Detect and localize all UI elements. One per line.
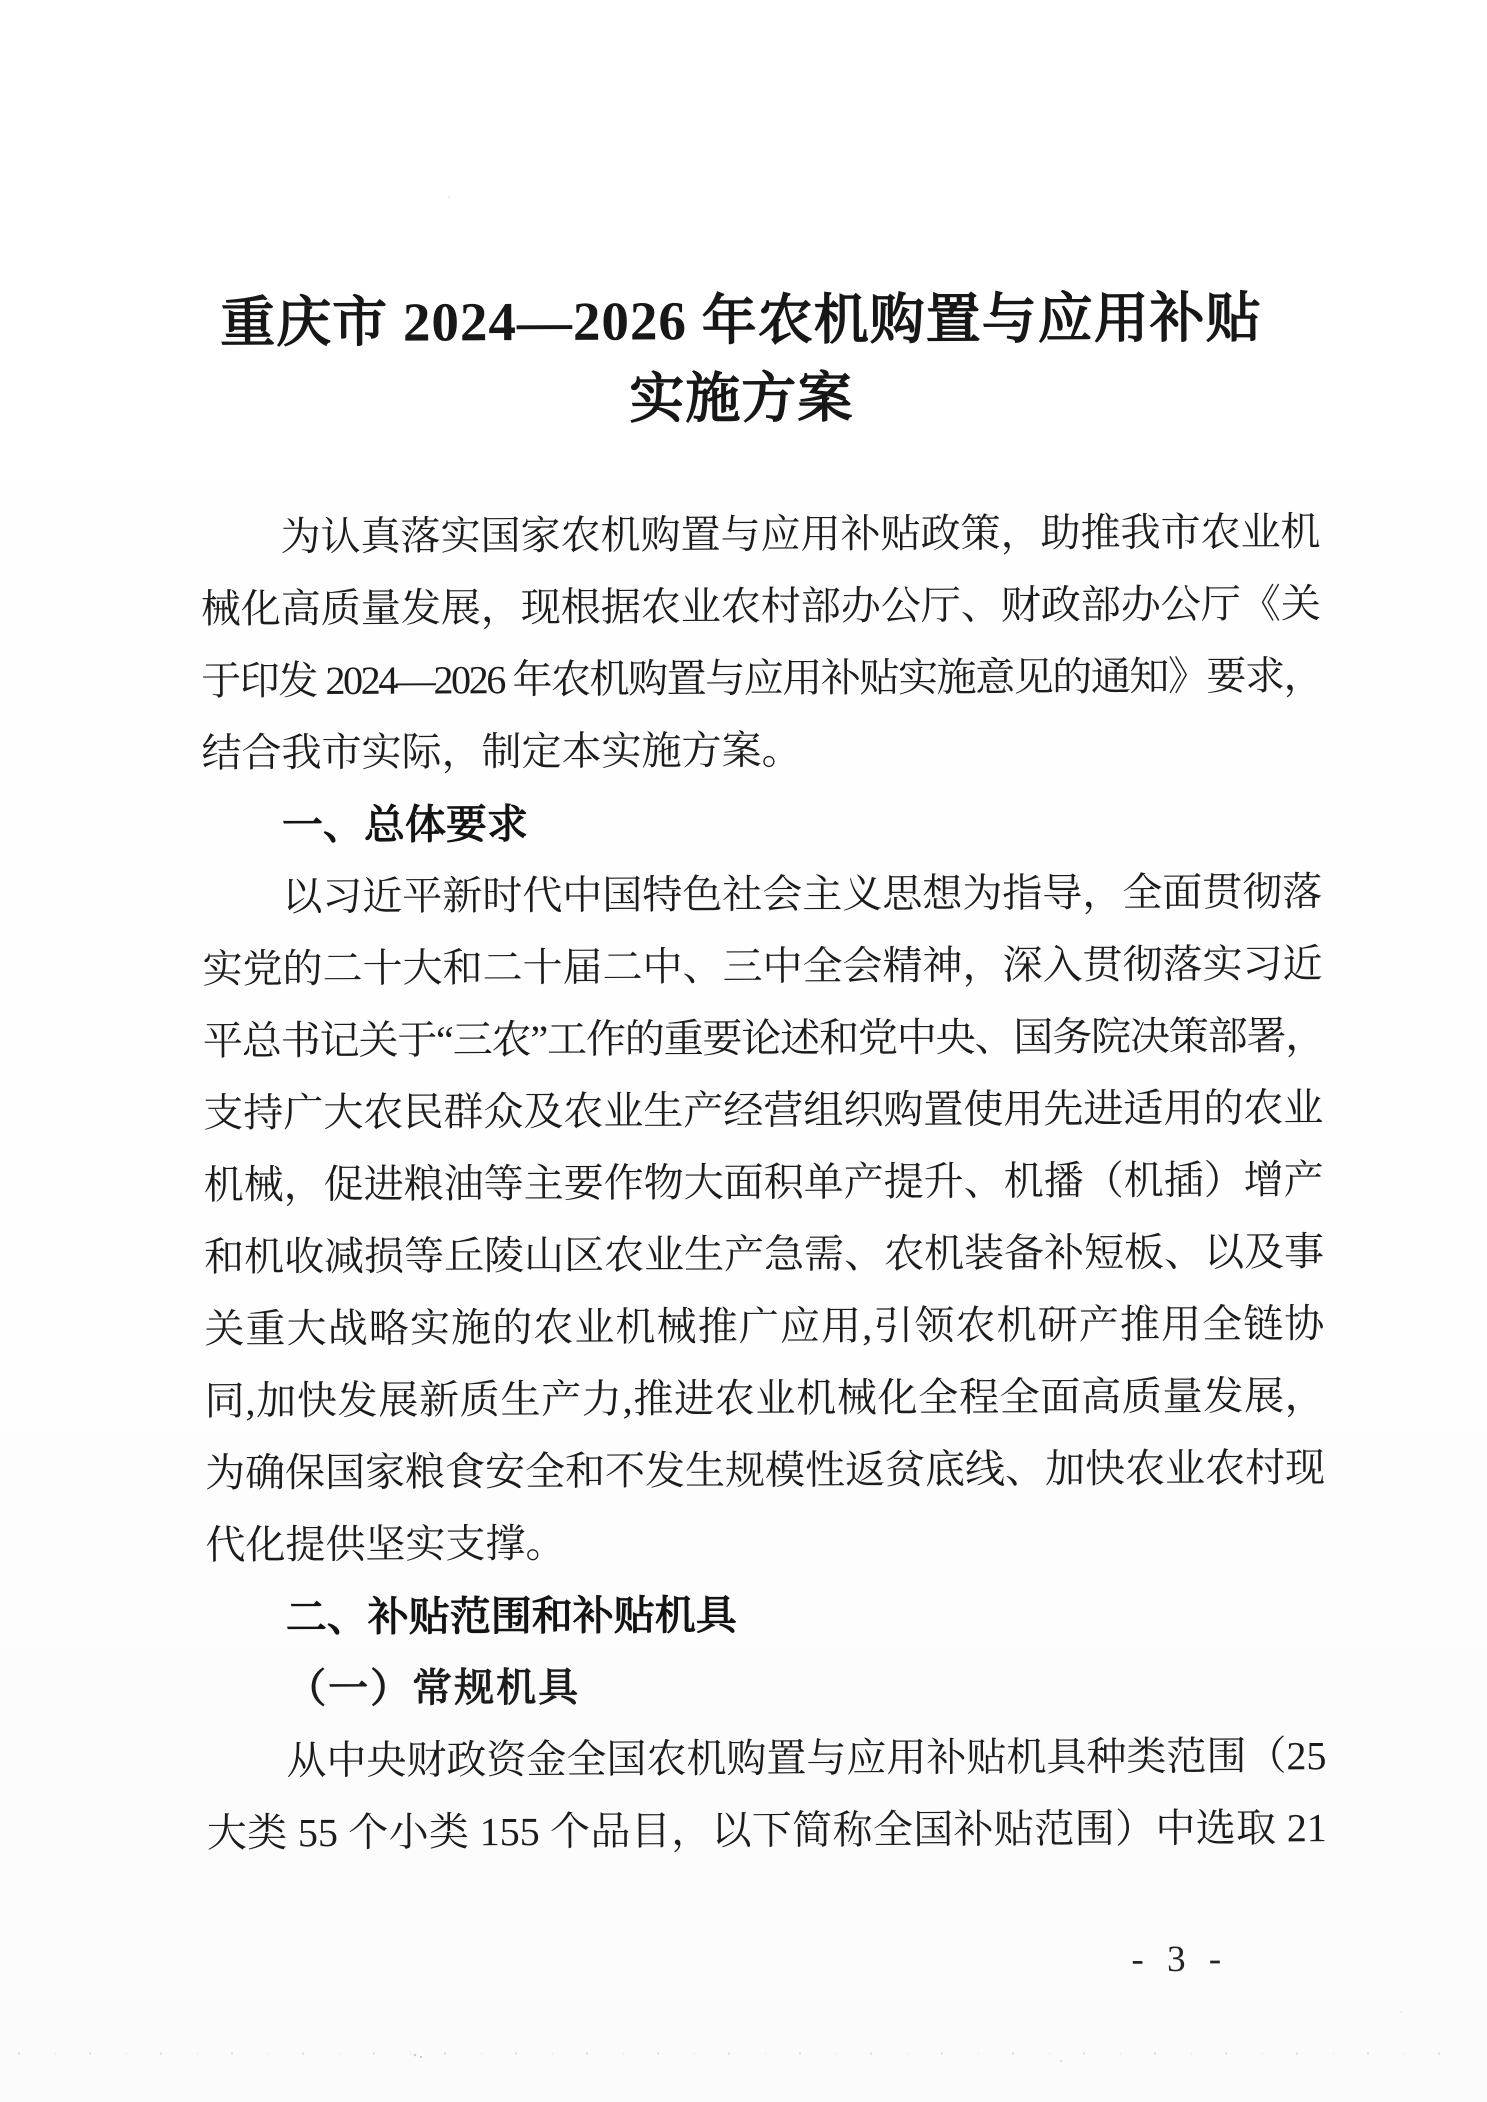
title-line-2: 实施方案 <box>629 367 854 430</box>
paragraph-line: 代化提供坚实支撑。 <box>205 1520 566 1568</box>
title-line-1: 重庆市 2024—2026 年农机购置与应用补贴 <box>220 287 1262 354</box>
paragraph-line: 从中央财政资金全国农机购置与应用补贴机具种类范围（25 <box>286 1733 1327 1784</box>
paragraph-line: 机械，促进粮油等主要作物大面积单产提升、机播（机插）增产 <box>203 1157 1324 1208</box>
section-heading-overall: 一、总体要求 <box>281 801 529 849</box>
document-title <box>0 278 1485 441</box>
section-heading-scope: 二、补贴范围和补贴机具 <box>285 1592 737 1641</box>
paragraph-line: 大类 55 个小类 155 个品目，以下简称全国补贴范围）中选取 21 <box>206 1805 1327 1856</box>
page-number: - 3 - <box>1131 1938 1229 1981</box>
paragraph-line: 于印发 2024—2026 年农机购置与应用补贴实施意见的通知》要求， <box>201 653 1322 704</box>
subsection-heading-regular-machines: （一）常规机具 <box>286 1664 581 1712</box>
paragraph-line: 以习近平新时代中国特色社会主义思想为指导，全面贯彻落 <box>282 869 1323 920</box>
paragraph-line: 支持广大农民群众及农业生产经营组织购置使用先进适用的农业 <box>203 1085 1324 1136</box>
paragraph-line: 为认真落实国家农机购置与应用补贴政策，助推我市农业机 <box>280 509 1321 560</box>
scan-noise-artifact <box>18 2052 1469 2055</box>
paragraph-line: 平总书记关于“三农”工作的重要论述和党中央、国务院决策部署， <box>202 1013 1324 1064</box>
document-body <box>200 496 1327 1869</box>
paragraph-line: 和机收减损等丘陵山区农业生产急需、农机装备补短板、以及事 <box>203 1229 1325 1280</box>
paragraph-line: 结合我市实际，制定本实施方案。 <box>201 727 802 776</box>
scan-speck-artifact <box>420 2056 422 2058</box>
paragraph-line: 同,加快发展新质生产力,推进农业机械化全程全面高质量发展， <box>204 1373 1325 1424</box>
paragraph-line: 实党的二十大和二十届二中、三中全会精神，深入贯彻落实习近 <box>202 941 1323 992</box>
paragraph-line: 关重大战略实施的农业机械推广应用,引领农机研产推用全链协 <box>204 1301 1325 1352</box>
paragraph-line: 械化高质量发展，现根据农业农村部办公厅、财政部办公厅《关 <box>200 581 1321 632</box>
paragraph-line: 为确保国家粮食安全和不发生规模性返贫底线、加快农业农村现 <box>204 1445 1326 1496</box>
